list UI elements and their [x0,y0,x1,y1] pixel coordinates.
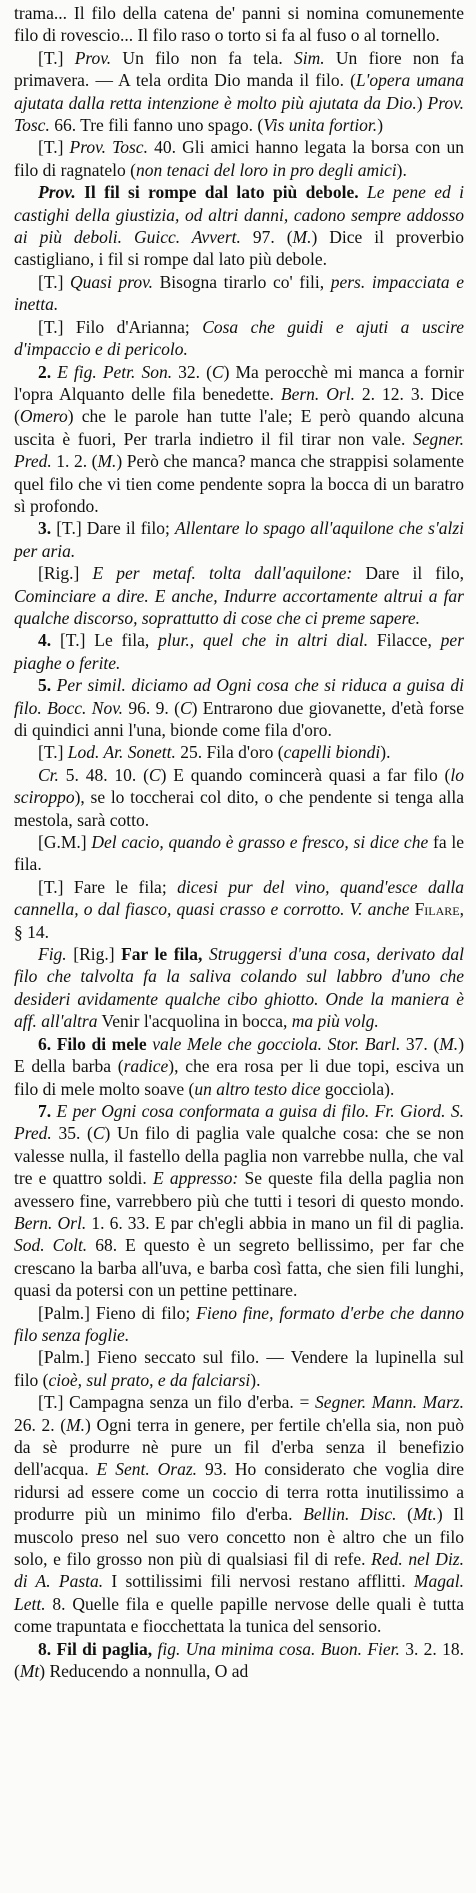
entry-paragraph [14,1346,464,1391]
text-segment: Mt. [412,1504,437,1525]
text-segment: E per metaf. tolta dall'aquilone: [92,563,353,584]
text-segment: plur., quel che in altri dial. [158,630,369,651]
text-segment: C [92,1123,105,1144]
text-segment: Fig. [38,944,67,965]
text-segment: Venir l'acquolina in bocca, [97,1011,292,1032]
text-segment: E Sent. Oraz. [96,1459,198,1480]
entry-paragraph [14,831,464,876]
text-segment: fa le fila. [14,832,464,875]
text-segment: ) Dice il proverbio castigliano, i fil si rompe dal lato più debole. [14,227,465,270]
text-segment: 5. 48. 10. ( [58,764,149,785]
text-segment: ( [396,1504,413,1525]
entry-paragraph [14,1302,464,1347]
text-segment: [T.] Filo d'Arianna; [38,316,203,337]
text-segment: Quasi prov. [70,271,153,292]
text-segment: ). [380,742,391,763]
text-segment: 96. 9. ( [123,697,180,718]
text-segment: ) E della barba ( [14,1033,465,1077]
entry-paragraph [14,1033,464,1100]
text-segment: Le pene ed i castighi della giustizia, od altri danni, cadono sempre addosso ai più deboli. Guicc. Avvert. [14,182,464,248]
text-segment: Cosa che guidi e ajuti a uscire d'impaccio e di pericolo. [14,316,464,360]
text-segment: [T.] [38,271,71,292]
text-segment: Filare [414,899,460,920]
text-segment: 97. ( [240,227,293,248]
text-segment: Struggersi d'una cosa, derivato dal filo che talvolta fa la saliva colando sul labbro d'uno che desideri avidamente qualche cibo ghiotto. Onde la maniera è aff. all'altra [14,944,464,1032]
text-segment: ) Ma perocchè mi manca a fornir l'opra Alquanto delle fila benedette. [14,361,465,404]
text-segment: 3. 2. 18. ( [14,1638,465,1682]
entry-paragraph [14,629,464,674]
text-segment: 1. 6. 33. E par ch'egli abbia in mano un fil di paglia. [86,1212,464,1233]
text-segment: Far le fila, [121,944,203,965]
text-segment: 32. ( [172,361,212,382]
text-segment: Il fil si rompe dal lato più debole. [75,182,359,203]
text-segment: 93. Ho considerato che voglia dire ridursi ad essere come un coccio di terra rotta inutilissimo a produrre più un minimo filo d'erba. [14,1459,465,1525]
text-segment: gocciola). [320,1078,395,1099]
entry-paragraph [14,764,464,831]
text-segment: 35. ( [51,1123,93,1144]
text-segment: [T.] [38,47,75,68]
text-segment: , § 14. [14,899,464,942]
text-segment: 8. Quelle fila e quelle papille nervose delle quali è tutta come trapuntata e fiocchettata la tunica del sensorio. [14,1593,464,1637]
text-segment: [T.] Campagna senza un filo d'erba. = [38,1392,316,1413]
text-segment: [Palm.] Fieno seccato sul filo. — Vendere la lupinella sul filo ( [14,1347,464,1390]
text-segment: Sim. [294,47,325,68]
text-segment: E per Ogni cosa conformata a guisa di filo. Fr. Giord. S. Pred. [14,1100,464,1144]
text-segment: 2. [38,361,58,382]
text-segment: Segner. Pred. [14,428,464,472]
text-segment: ) Il muscolo preso nel suo vero concetto non è altro che un filo solo, e filo grosso non più di qualsiasi fil di refe. [14,1504,464,1570]
entry-paragraph [14,2,464,47]
entry-paragraph [14,741,464,763]
text-segment: E appresso: [153,1168,239,1189]
text-segment: 3. [38,518,57,539]
entry-paragraph [14,136,464,181]
entry-paragraph [14,562,464,629]
text-segment: ). [396,159,407,180]
text-segment: capelli biondi [283,742,381,763]
text-segment: Bern. Orl. [280,383,355,404]
text-segment: [T.] Fare le fila; [38,876,178,897]
text-segment: per piaghe o ferite. [14,630,464,673]
text-segment: Un fiore non fa primavera. — A tela ordita Dio manda il filo. ( [14,47,465,91]
text-segment: Segner. Mann. Marz. [315,1392,464,1413]
text-segment: Bern. Orl. [14,1212,87,1233]
text-segment: [Rig.] [38,563,93,584]
text-segment: Lod. Ar. Sonett. [67,742,176,763]
text-segment: Fieno fine, formato d'erbe che danno filo senza foglie. [14,1302,464,1345]
entry-paragraph [14,1391,464,1637]
text-segment: Vis unita fortior. [263,115,378,136]
text-segment: [G.M.] [38,832,92,853]
text-segment: 26. 2. ( [14,1414,67,1435]
text-segment: M. [66,1414,86,1435]
text-segment: C [211,361,224,382]
text-segment: un altro testo dice [194,1078,321,1099]
text-segment: [Palm.] Fieno di filo; [38,1302,197,1323]
entry-paragraph [14,943,464,1033]
text-segment: C [179,697,192,718]
text-segment: ma più volg. [291,1011,379,1032]
text-segment: 1. 2. ( [51,451,98,472]
text-segment: Prov. Tosc. [69,137,148,158]
text-segment: ) Ogni terra in genere, per fertile ch'ella sia, non può da sè produrre nè pure un fil d'erba senza il benefizio dell'acqua. [14,1414,464,1480]
text-segment: Magal. Lett. [14,1571,464,1614]
text-segment: Del cacio, quando è grasso e fresco, si dice che [91,832,429,853]
text-segment: ) Però che manca? manca che strappisi solamente quel filo che vi tien come pendente sopra la bocca di un baratro sì profondo. [14,451,464,516]
text-segment: 40. Gli amici hanno legata la borsa con un filo di ragnatelo ( [14,137,464,180]
entry-paragraph [14,1638,464,1683]
text-segment: ), che era rosa per li due topi, esciva un filo di mele molto soave ( [14,1056,465,1099]
entry-paragraph [14,181,464,271]
text-segment: E fig. Petr. Son. [57,361,173,382]
text-segment: Omero [19,406,68,427]
entry-paragraph [14,47,464,137]
text-segment: pers. impacciata e inetta. [14,271,464,315]
text-segment: trama... Il filo della catena de' panni si nomina comunemente filo di rovescio... Il filo raso o torto si fa al fuso o al tornello. [14,3,464,46]
text-segment: Sod. Colt. [14,1235,88,1256]
text-segment: M. [97,451,117,472]
text-segment: [T.] Le fila, [59,630,159,651]
text-segment: M. [439,1033,459,1054]
entry-paragraph [14,361,464,518]
text-segment: Allentare lo spago all'aquilone che s'alzi per aria. [14,518,464,561]
text-segment: Filacce, [368,630,441,651]
text-segment: Cr. [38,764,59,785]
text-segment: 2. 12. 3. Dice ( [14,383,465,427]
text-segment: Un filo non fa tela. [111,47,294,68]
entry-paragraph [14,517,464,562]
text-segment: 37. ( [400,1033,440,1054]
text-segment: [T.] [38,137,70,158]
text-segment: Prov. [74,47,112,68]
text-segment: ) [377,115,384,136]
text-segment: non tenaci del loro in pro degli amici [135,159,397,180]
text-segment: ) Reducendo a nonnulla, O ad [39,1661,249,1682]
text-segment: dicesi pur del vino, quand'esce dalla cannella, o dal fiasco, quasi crasso e corrotto. V. anche [14,876,464,920]
text-segment: L'opera umana ajutata dalla retta intenzione è molto più ajutata da Dio. [14,70,464,113]
text-segment: [T.] [38,742,68,763]
text-segment: 7. [38,1100,57,1121]
text-segment: Bisogna tirarlo co' fili, [153,271,331,292]
text-segment: radice [123,1056,169,1077]
text-segment: vale Mele che gocciola. Stor. Barl. [146,1033,401,1054]
text-segment: fig. Una minima cosa. Buon. Fier. [152,1638,400,1659]
text-segment: M. [292,227,312,248]
text-segment: 5. [38,675,57,696]
entry-paragraph [14,271,464,316]
text-segment: lo sciroppo [14,764,464,808]
text-segment: Mt [19,1661,40,1682]
text-segment: C [148,764,161,785]
entry-paragraph [14,1100,464,1302]
text-segment: Prov. Tosc. [14,92,464,136]
entry-paragraph [14,674,464,741]
text-segment: 66. Tre fili fanno uno spago. ( [49,115,264,136]
text-segment: ) Un filo di paglia vale qualche cosa: che se non valesse nulla, il fastello della paglia non varrebbe nulla, che val tre e quattro soldi. [14,1123,464,1189]
text-segment: 8. Fil di paglia, [38,1638,153,1659]
text-segment: cioè, sul prato, e da falciarsi [48,1369,251,1390]
text-segment: Cominciare a dire. E anche, Indurre accortamente altrui a far qualche discorso, soprattutto di cose che ci preme sapere. [14,585,464,628]
text-segment: Se queste fila della paglia non avessero fine, varrebbero più che tutti i tesori di questo mondo. [14,1168,464,1211]
text-segment: 4. [38,630,60,651]
entry-paragraph [14,876,464,943]
text-segment: ), se lo toccherai col dito, o che pendente si tenga alla mestola, sarà cotto. [14,787,464,830]
text-segment: ) Entrarono due giovanette, d'età forse di quindici anni l'una, bionde come fila d'oro. [14,697,465,740]
entry-paragraph [14,316,464,361]
text-segment: 68. E questo è un segreto bellissimo, per far che crescano la barba all'uva, e barba così fatta, che sien fili lunghi, quasi da potersi con un pettine pettinare. [14,1235,464,1301]
text-segment: [T.] Dare il filo; [56,518,175,539]
text-segment: Red. nel Diz. di A. Pasta. [14,1549,464,1592]
text-segment: [Rig.] [66,944,122,965]
text-segment: ). [250,1369,261,1390]
text-segment: ) [416,92,428,113]
text-segment: Prov. [38,182,76,203]
text-segment: Per simil. diciamo ad Ogni cosa che si riduca a guisa di filo. Bocc. Nov. [14,675,464,718]
text-segment: Bellin. Disc. [303,1504,397,1525]
text-segment: ) che le parole han tutte l'ale; E però quando alcuna uscita è fuori, Per trarla indietro il fil tirar non vale. [14,406,464,449]
text-segment: 6. Filo di mele [38,1033,147,1054]
text-segment: Dare il filo, [352,563,464,584]
text-segment: ) E quando comincerà quasi a far filo ( [160,764,451,785]
text-segment: I sottilissimi fili nervosi restano afflitti. [103,1571,414,1592]
text-segment: 25. Fila d'oro ( [175,742,284,763]
